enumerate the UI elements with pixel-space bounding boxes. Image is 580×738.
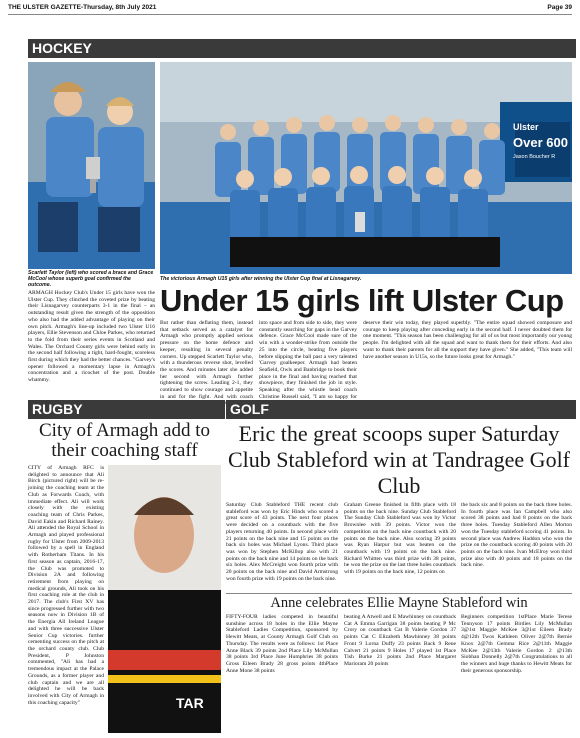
golf-sub-col-3: Beginners competition 1stPlace Marie Terese Tennyson 17 points Birdies Lily McMullan 3@1st Maggie McKee 3@1st Eileen Brady 4@12th Twos Kathleen Oliver 2@7th Bernie Knox 2@7th Gemma Rice 2@11th Maggie McKee 2@13th Valerie Gordon 2 @13th Siobhan Donnelly 2@7th Congratulations to all the winners and huge thanks to Hewitt Meats for their generous sponsorship. [461, 614, 572, 674]
photo-team [160, 62, 572, 274]
golf-sub-col-1: FIFTY-FOUR ladies competed in beautiful sunshine across 18 holes in the Ellie Mayne Stableford Ladies Competition, sponsored by Hewitt Meats, at County Armagh Golf Club on Thursday. The results were as follows: 1st Place Anne Black 39 points 2nd Place Lily McMullan 38 points 3rd Place June Humphries 38 points Gross Eileen Brady 28 gross points 4thPlace Anne Mone 38 points [226, 614, 338, 674]
section-label-hockey: HOCKEY [32, 40, 92, 56]
photo-trophy-svg [28, 62, 155, 269]
section-label-golf: GOLF [230, 401, 269, 417]
banner-text-3: Jason Boucher R [513, 154, 556, 160]
shirt-text: TAR [176, 695, 204, 711]
hockey-col-4: deserve their win today, they played superbly. "The entire squad showed composure and courage to keep playing after conceding early in the second half. I never doubted them for one moment. "This season has been challenging for all of us but most importantly our young people. I'm delighted with all the squad and want to thank them for their efforts. And also want to thank their parents for all the support they have given." She added, "This team will have another season in U15s, so the future looks great for Armagh." [363, 320, 572, 360]
golf-col-1: Saturday Club Stableford THE recent club stableford was won by Eric Hinds who scored a great score of 43 points. The next four places were decided on a countback with the five players returning 40 points. In second place with 21 points on the back nine and 15 points on the back six holes was Michael Lyons. Third place was won by Stephen McKillop also with 21 points on the back nine and 14 points on the back six holes. Alex McCreight won fourth prize with 20 points on the back nine and David Armstrong won fourth prize with 19 points on the back nine. [226, 502, 338, 582]
banner-text-2: Over 600 [513, 135, 568, 150]
page-number: Page 39 [547, 4, 572, 11]
caption-right: The victorious Armagh U15 girls after winning the Ulster Cup final at Lisnagarvey. [160, 276, 362, 282]
photo-coach-svg [108, 465, 221, 733]
hockey-headline: Under 15 girls lift Ulster Cup [160, 283, 564, 318]
hockey-col-2: But rather than deflating them, instead that setback served as a catalyst for Armagh who promptly applied serious pressure on the home defence and keeper, resulting in several penalty corners. Up stepped Scarlett Taylor who, with a thunderous reverse shot, levelled the scores. And minutes later she added her second with Armagh further tightening the screw. Leading 2-1, they continued to show courage and appetite in and for the fight. And with coach [160, 320, 253, 400]
rugby-headline: City of Armagh add to their coaching staff [39, 420, 210, 461]
photo-team-svg [160, 62, 572, 274]
hockey-col-1: ARMAGH Hockey Club's Under 15 girls have won the Ulster Cup. They clinched the coveted prize by beating their Lisnagarvey counterparts 3-1 in the final – an outstanding result given the strength of the opposition who also had the added advantage of playing on their own pitch. Armagh's line-up included two Ulster U16 players, Ellie Stevenson and Chloe Parkes, who returned to the fold from their series events in Scotland and Wales. The Orchard County girls were behind early in the second half following a tight, hard-fought, scoreless first during which they had the better chances. "Garvey's opener followed a momentary lapse in Armagh's concentration and a ricochet of the post. Double whammy. [28, 290, 155, 384]
photo-coach [108, 465, 221, 733]
header-rule [8, 14, 572, 15]
golf-col-2: Graham Greene finished in fifth place with 18 points on the back nine. Sunday Club Stableford The Sunday Club Stableford was won by Victor Brownlee with 39 points. Victor won the competition on the back nine countback with 20 points on the back nine. Also scoring 39 points was Ryan Harpur but was beaten on the countback with 19 points on the back nine. Richard Whitten was third prize with 38 points, he won the prize on the last three holes countback with 19 points on the back nine, 12 points on [344, 502, 456, 576]
header-date: THE ULSTER GAZETTE-Thursday, 8th July 2021 [8, 4, 157, 11]
golf-headline: Eric the great scoops super Saturday Club Stableford win at Tandragee Golf Club [227, 421, 571, 498]
golf-sub-headline: Anne celebrates Ellie Mayne Stableford win [270, 595, 528, 611]
banner-text-1: Ulster [513, 122, 539, 132]
section-label-rugby: RUGBY [32, 401, 83, 417]
golf-divider [226, 593, 572, 594]
hockey-col-3: into space and from side to side, they were constantly searching for gaps in the Garvey defence. Grace McCool made sure of the win with a wonder-strike from outside the 25 into the circle, beating five players before slipping the ball past a very talented 'Garvey goalkeeper. Armagh had beaten Seafield, Owls and Banbridge to book their place in the final and having reached that showpiece, they finished the job in style. Speaking after the whistle head coach Christine Russell said, "I am so happy for [259, 320, 357, 400]
caption-left: Scarlett Taylor (left) who scored a brace and Grace McCool whose superb goal confirmed the outcome. [28, 270, 154, 289]
page-header [8, 4, 572, 14]
photo-trophy-players [28, 62, 155, 269]
section-band-golf [226, 400, 576, 419]
golf-col-3: the back six and 8 points on the back three holes. In fourth place was Ian Campbell who also scored 38 points and had 8 points on the back three holes. Tuesday Stableford Allen Morton won the Tuesday stableford scoring 41 points. In second place was Andrew Haddon who won the prize on the countback scoring 40 points with 20 points on the back nine. Ivan McElroy won third prize also with 40 points and 18 points on the back nine. [461, 502, 572, 569]
rugby-col: CITY of Armagh RFC is delighted to announce that Ali Birch (pictured right) will be re-joining the coaching team at the Club as Forwards Coach, with immediate effect. Ali will work closely with the existing coaching team of Chris Parkes, David Eakin and Richard Rainey. Ali attended the Royal School in Armagh and played professional rugby for Ulster from 2009-2013 followed by a spell in England with Rotherham Titans. In his first season as captain, 2016-17, the Club was promoted to Division 2A and following retirement from playing on medical grounds, Ali took on his first coaching role at the club in 2017. The club's First XV has since progressed further with two seasons now in Division 1B of the Energia All Ireland League and with three successive Ulster Senior Cup victories. further cementing success on the pitch at the orchard county club. Club President, P Johnston commented, "Ali has had a tremendous impact at the Palace Grounds, as a former player and club captain and we are all delighted he will be back involved with City of Armagh in this coaching capacity" [28, 465, 104, 706]
section-band-rugby [28, 400, 225, 419]
section-band-hockey [28, 39, 576, 58]
golf-sub-col-2: beating A Atwell and E Mawhinney on countback Cat A Emma Garrigan 38 points beating P Mc Crory on countback Cat B Valerie Gordon 37 points Cat C Elizabeth Mawhinney 38 points Front 9 Lorna Duffy 23 points Back 9 Rene Calvert 21 points 9 Holes 17 played 1st Place Tish Burke 21 points 2nd Place Margaret Marioram 20 points [344, 614, 456, 667]
